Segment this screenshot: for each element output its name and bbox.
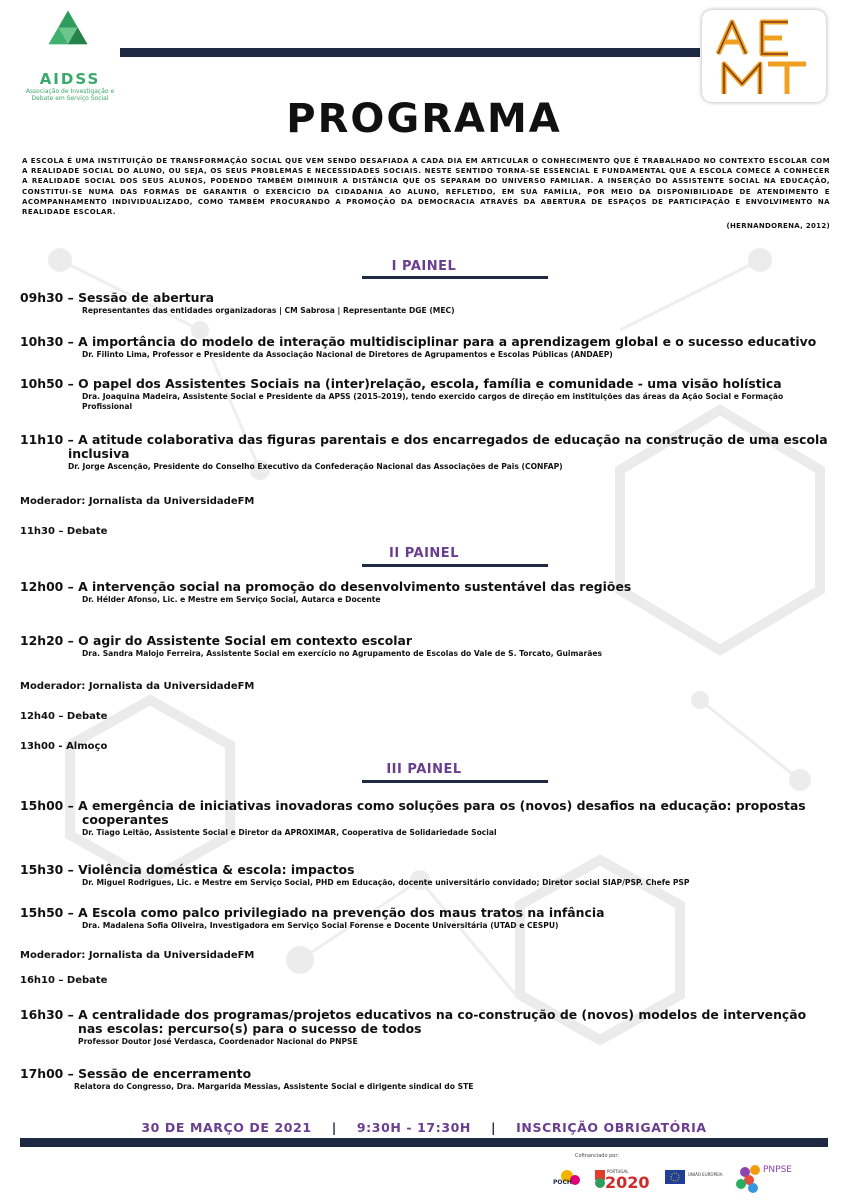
item-speaker: Representantes das entidades organizadoras | CM Sabrosa | Representante DGE (MEC)	[82, 306, 455, 315]
aemt-logo-icon	[702, 10, 826, 102]
item-speaker: Relatora do Congresso, Dra. Margarida Messias, Assistente Social e dirigente sindical do STE	[74, 1082, 474, 1091]
item-speaker: Professor Doutor José Verdasca, Coordenador Nacional do PNPSE	[78, 1037, 358, 1046]
pnpse-logo-icon	[736, 1165, 792, 1193]
item-title-continued: inclusiva	[68, 446, 130, 461]
aidss-name: AIDSS	[39, 70, 101, 88]
item-speaker: Dr. Miguel Rodrigues, Lic. e Mestre em Serviço Social, PHD em Educação, docente universitário convidado; Diretor social SIAP/PSP. Chefe PSP	[82, 878, 690, 887]
cofinanced-label: Cofinanciado por:	[575, 1153, 620, 1159]
header-bar	[120, 48, 700, 57]
item-title: 12h20 – O agir do Assistente Social em contexto escolar	[20, 633, 413, 648]
debate-label: 11h30 – Debate	[20, 526, 108, 537]
item-title: 15h00 – A emergência de iniciativas inovadoras como soluções para os (novos) desafios na educação: propostas	[20, 798, 806, 813]
debate-label: 12h40 – Debate	[20, 711, 108, 722]
panel-1-underline	[362, 276, 548, 279]
item-speaker: Dra. Madalena Sofia Oliveira, Investigadora em Serviço Social Forense e Docente Universitária (UTAD e CESPU)	[82, 921, 559, 930]
item-title: 16h30 – A centralidade dos programas/projetos educativos na co-construção de (novos) modelos de intervenção	[20, 1007, 807, 1022]
poch-logo-icon	[553, 1170, 580, 1186]
sponsor-logos	[545, 1158, 845, 1200]
program-item	[20, 291, 840, 316]
item-title: 10h30 – A importância do modelo de interação multidisciplinar para a aprendizagem global e o sucesso educativo	[20, 334, 817, 349]
item-title: 15h50 – A Escola como palco privilegiado na prevenção dos maus tratos na infância	[20, 905, 605, 920]
program-item	[20, 1067, 840, 1092]
aidss-subtitle: Associação de Investigação e Debate em Serviço Social	[25, 88, 115, 102]
eu-text: UNIÃO EUROPEIA	[688, 1172, 723, 1177]
intro-text: A ESCOLA É UMA INSTITUIÇÃO DE TRANSFORMAÇÃO SOCIAL QUE VEM SENDO DESAFIADA A CADA DIA EM ARTICULAR O CONHECIMENTO QUE É TRABALHADO NO CONTEXTO ESCOLAR COM A REALIDADE SOCIAL DO ALUNO, OU SEJA, OS SEUS PROBLEMAS E NECESSIDADES SOCIAIS. NESTE SENTIDO TORNA-SE ESSENCIAL E FUNDAMENTAL QUE A ESCOLA COMECE A CONHECER A REALIDADE SOCIAL DOS SEUS ALUNOS, PODENDO TAMBÉM DIMINUIR A DISTÂNCIA QUE OS SEPARAM DO UNIVERSO FAMILIAR. A INSERÇÃO DO ASSISTENTE SOCIAL NA EDUCAÇÃO, CONSTITUI-SE NUMA DAS FORMAS DE GARANTIR O EXERCÍCIO DA CIDADANIA AO ALUNO, REFLETIDO, EM SUA FAMÍLIA, POR MEIO DA DISPONIBILIDADE DE ATENDIMENTO E ACOMPANHAMENTO INDIVIDUALIZADO, COMO TAMBÉM PROCURANDO A PROMOÇÃO DA DEMOCRACIA ATRAVÉS DA ABERTURA DE ESPAÇOS DE PARTICIPAÇÃO E ENVOLVIMENTO NA REALIDADE ESCOLAR.	[22, 157, 830, 217]
panel-1-heading: I PAINEL	[391, 259, 457, 274]
item-speaker: Dr. Tiago Leitão, Assistente Social e Diretor da APROXIMAR, Cooperativa de Solidariedade Social	[82, 828, 497, 837]
registration-note: INSCRIÇÃO OBRIGATÓRIA	[516, 1120, 707, 1135]
p2020-text: 2020	[605, 1173, 650, 1192]
program-item	[20, 799, 840, 838]
separator: |	[490, 1120, 497, 1135]
item-title: 12h00 – A intervenção social na promoção do desenvolvimento sustentável das regiões	[20, 579, 632, 594]
intro-citation: (HERNANDORENA, 2012)	[726, 222, 830, 230]
item-title: 11h10 – A atitude colaborativa das figuras parentais e dos encarregados de educação na construção de uma escola	[20, 432, 828, 447]
program-item	[20, 433, 840, 472]
item-speaker: Dr. Hélder Afonso, Lic. e Mestre em Serviço Social, Autarca e Docente	[82, 595, 381, 604]
panel-3-underline	[362, 780, 548, 783]
item-speaker: Dr. Jorge Ascenção, Presidente do Conselho Executivo da Confederação Nacional das Associações de Pais (CONFAP)	[68, 462, 563, 471]
lunch-label: 13h00 - Almoço	[20, 741, 108, 752]
event-time: 9:30H - 17:30H	[356, 1120, 471, 1135]
program-item	[20, 634, 840, 659]
panel-3-heading: III PAINEL	[386, 762, 462, 777]
program-item	[20, 335, 840, 360]
program-item	[20, 906, 840, 931]
portugal2020-logo-icon	[595, 1169, 650, 1192]
program-item	[20, 1008, 840, 1047]
pnpse-text: PNPSE	[763, 1165, 792, 1175]
footer-bar	[20, 1138, 828, 1147]
panel-2-heading: II PAINEL	[389, 546, 459, 561]
program-item	[20, 377, 840, 412]
item-title: 15h30 – Violência doméstica & escola: impactos	[20, 862, 355, 877]
item-speaker: Dr. Filinto Lima, Professor e Presidente da Associação Nacional de Diretores de Agrupamentos e Escolas Públicas (ANDAEP)	[82, 350, 613, 359]
item-title-continued: cooperantes	[82, 812, 169, 827]
portugal-text: PORTUGAL	[607, 1169, 629, 1174]
event-info	[0, 1120, 848, 1135]
item-speaker: Dra. Sandra Malojo Ferreira, Assistente Social em exercício no Agrupamento de Escolas do Vale de S. Torcato, Guimarães	[82, 649, 603, 658]
item-title-continued: nas escolas: percurso(s) para o sucesso de todos	[78, 1021, 422, 1036]
item-title: 17h00 – Sessão de encerramento	[20, 1066, 252, 1081]
page-title: PROGRAMA	[286, 96, 562, 142]
moderator-label: Moderador: Jornalista da UniversidadeFM	[20, 496, 255, 507]
program-item	[20, 580, 840, 605]
poch-text: POCH	[553, 1179, 572, 1186]
item-title: 10h50 – O papel dos Assistentes Sociais na (inter)relação, escola, família e comunidade - uma visão holística	[20, 376, 782, 391]
moderator-label: Moderador: Jornalista da UniversidadeFM	[20, 950, 255, 961]
eu-flag-icon	[665, 1170, 723, 1184]
separator: |	[331, 1120, 337, 1135]
program-item	[20, 863, 840, 888]
aidss-logo-icon	[18, 8, 118, 78]
panel-2-underline	[362, 564, 548, 567]
debate-label: 16h10 – Debate	[20, 975, 108, 986]
item-speaker: Dra. Joaquina Madeira, Assistente Social e Presidente da APSS (2015-2019), tendo exercido cargos de direção em instituições das áreas da Ação Social e Formação Profissional	[82, 392, 784, 411]
aemt-logo	[702, 10, 826, 102]
event-date: 30 DE MARÇO DE 2021	[141, 1120, 312, 1135]
moderator-label: Moderador: Jornalista da UniversidadeFM	[20, 681, 255, 692]
item-title: 09h30 – Sessão de abertura	[20, 290, 214, 305]
